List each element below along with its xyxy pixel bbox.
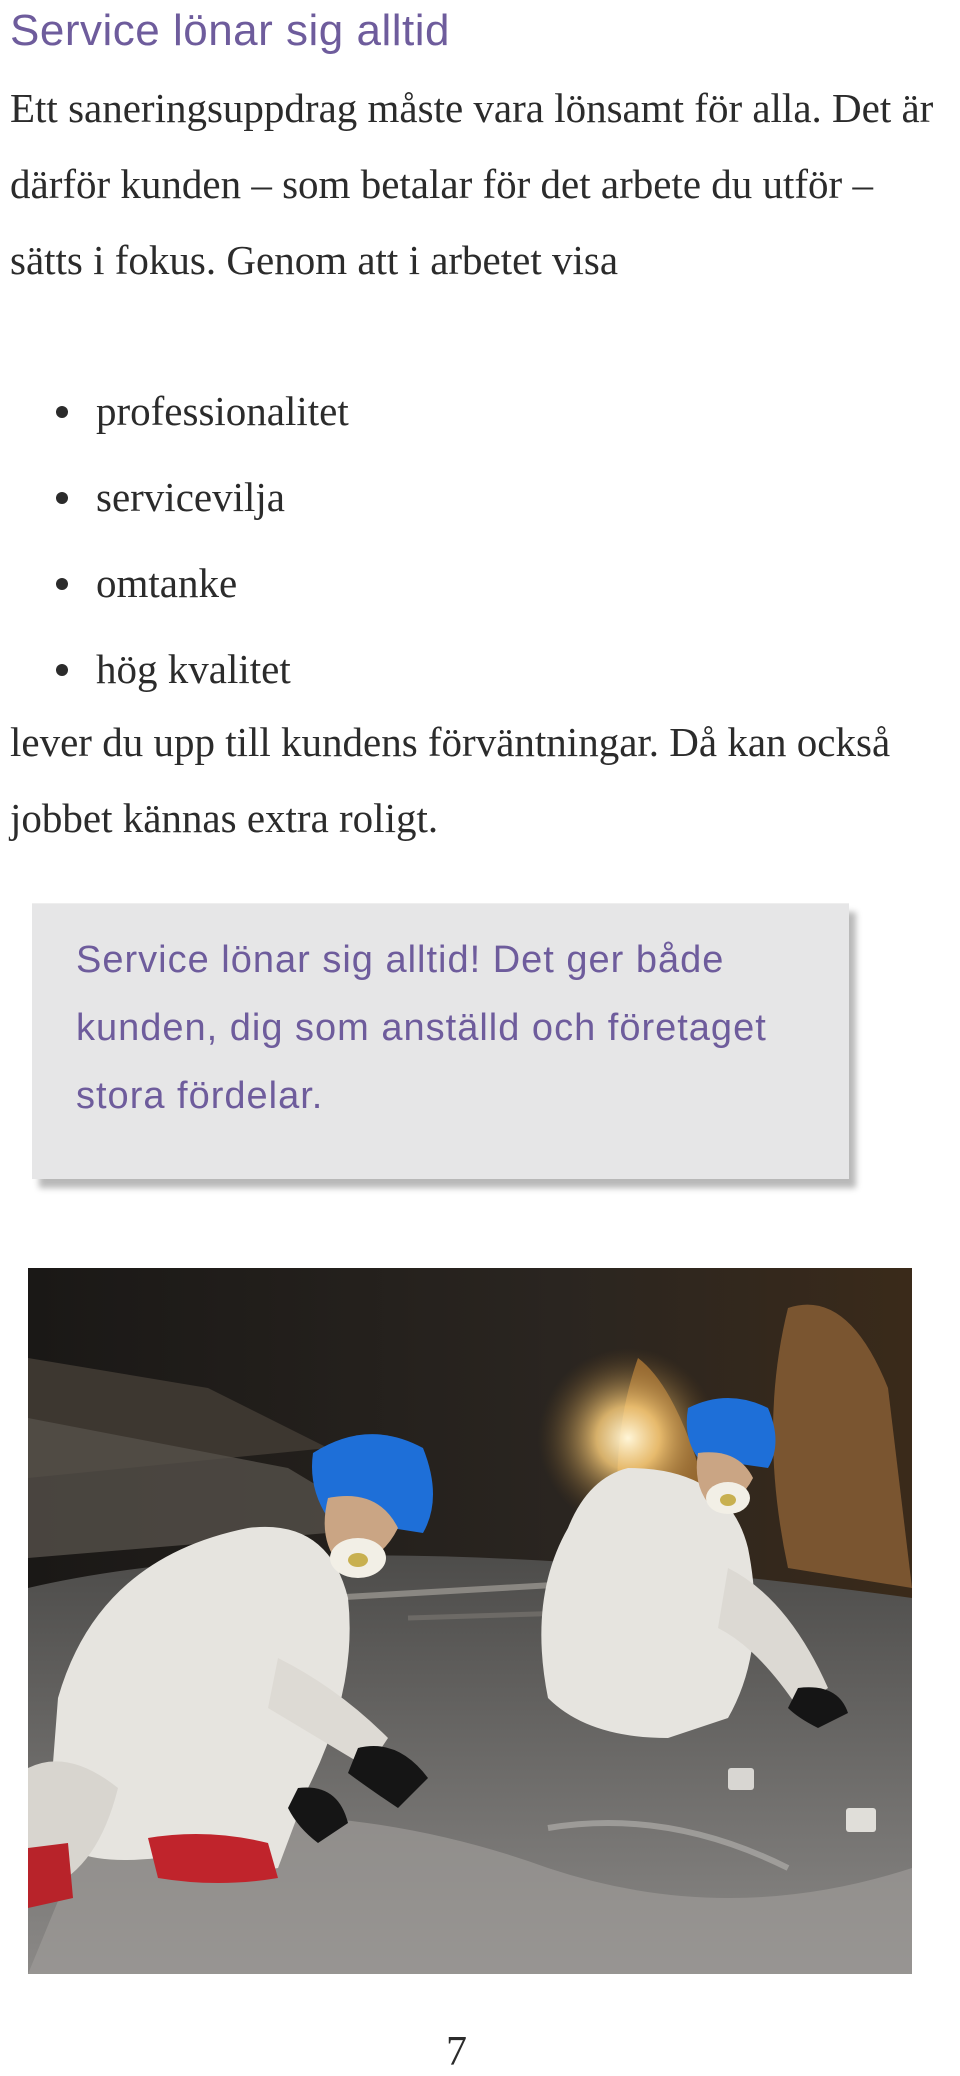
list-item (56, 368, 349, 454)
list-item-label: professionalitet (96, 388, 349, 434)
callout-box (32, 903, 849, 1179)
bullet-icon (56, 578, 68, 590)
bullet-icon (56, 406, 68, 418)
list-item-label: omtanke (96, 560, 238, 606)
intro-paragraph: Ett saneringsuppdrag måste vara lönsamt för alla. Det är därför kunden – som betalar för det arbete du utför – sätts i fokus. Genom att i arbetet visa (10, 85, 934, 283)
list-item (56, 626, 349, 712)
page-number: 7 (446, 2029, 467, 2075)
list-item-label: hög kvalitet (96, 646, 291, 692)
bullet-icon (56, 664, 68, 676)
list-item-label: servicevilja (96, 474, 285, 520)
list-item (56, 454, 349, 540)
photo-workers-icon (28, 1268, 912, 1974)
qualities-list (56, 368, 349, 712)
callout-text: Service lönar sig alltid! Det ger både kunden, dig som anställd och företaget stora fördelar. (76, 939, 767, 1117)
photo-illustration (28, 1268, 912, 1974)
outro-paragraph: lever du upp till kundens förväntningar. Då kan också jobbet kännas extra roligt. (10, 719, 891, 841)
page-heading: Service lönar sig alltid (10, 6, 450, 55)
list-item (56, 540, 349, 626)
bullet-icon (56, 492, 68, 504)
